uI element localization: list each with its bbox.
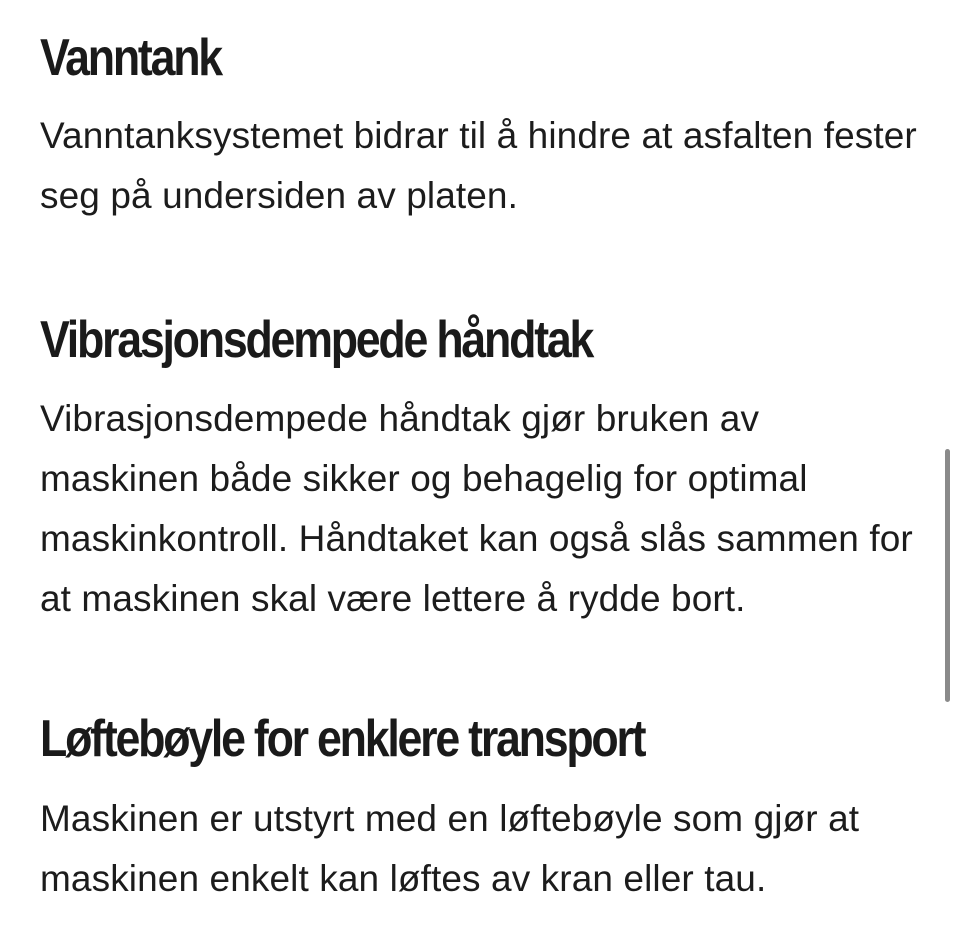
feature-section-water-tank [40, 28, 920, 226]
feature-description: Maskinen er utstyrt med en løftebøyle som gjør at maskinen enkelt kan løftes av kran eller tau. [40, 798, 860, 899]
feature-heading: Løftebøyle for enklere transport [40, 710, 645, 768]
feature-section-vibration-handle [40, 310, 920, 629]
feature-heading: Vanntank [40, 29, 221, 87]
feature-heading: Vibrasjonsdempede håndtak [40, 311, 593, 369]
feature-description: Vibrasjonsdempede håndtak gjør bruken av maskinen både sikker og behagelig for optimal maskinkontroll. Håndtaket kan også slås sammen for at maskinen skal være lettere å rydde bort. [40, 398, 913, 619]
feature-section-lifting-bracket [40, 709, 920, 909]
feature-description: Vanntanksystemet bidrar til å hindre at asfalten fester seg på undersiden av platen. [40, 115, 917, 216]
vertical-scrollbar[interactable] [945, 449, 950, 702]
